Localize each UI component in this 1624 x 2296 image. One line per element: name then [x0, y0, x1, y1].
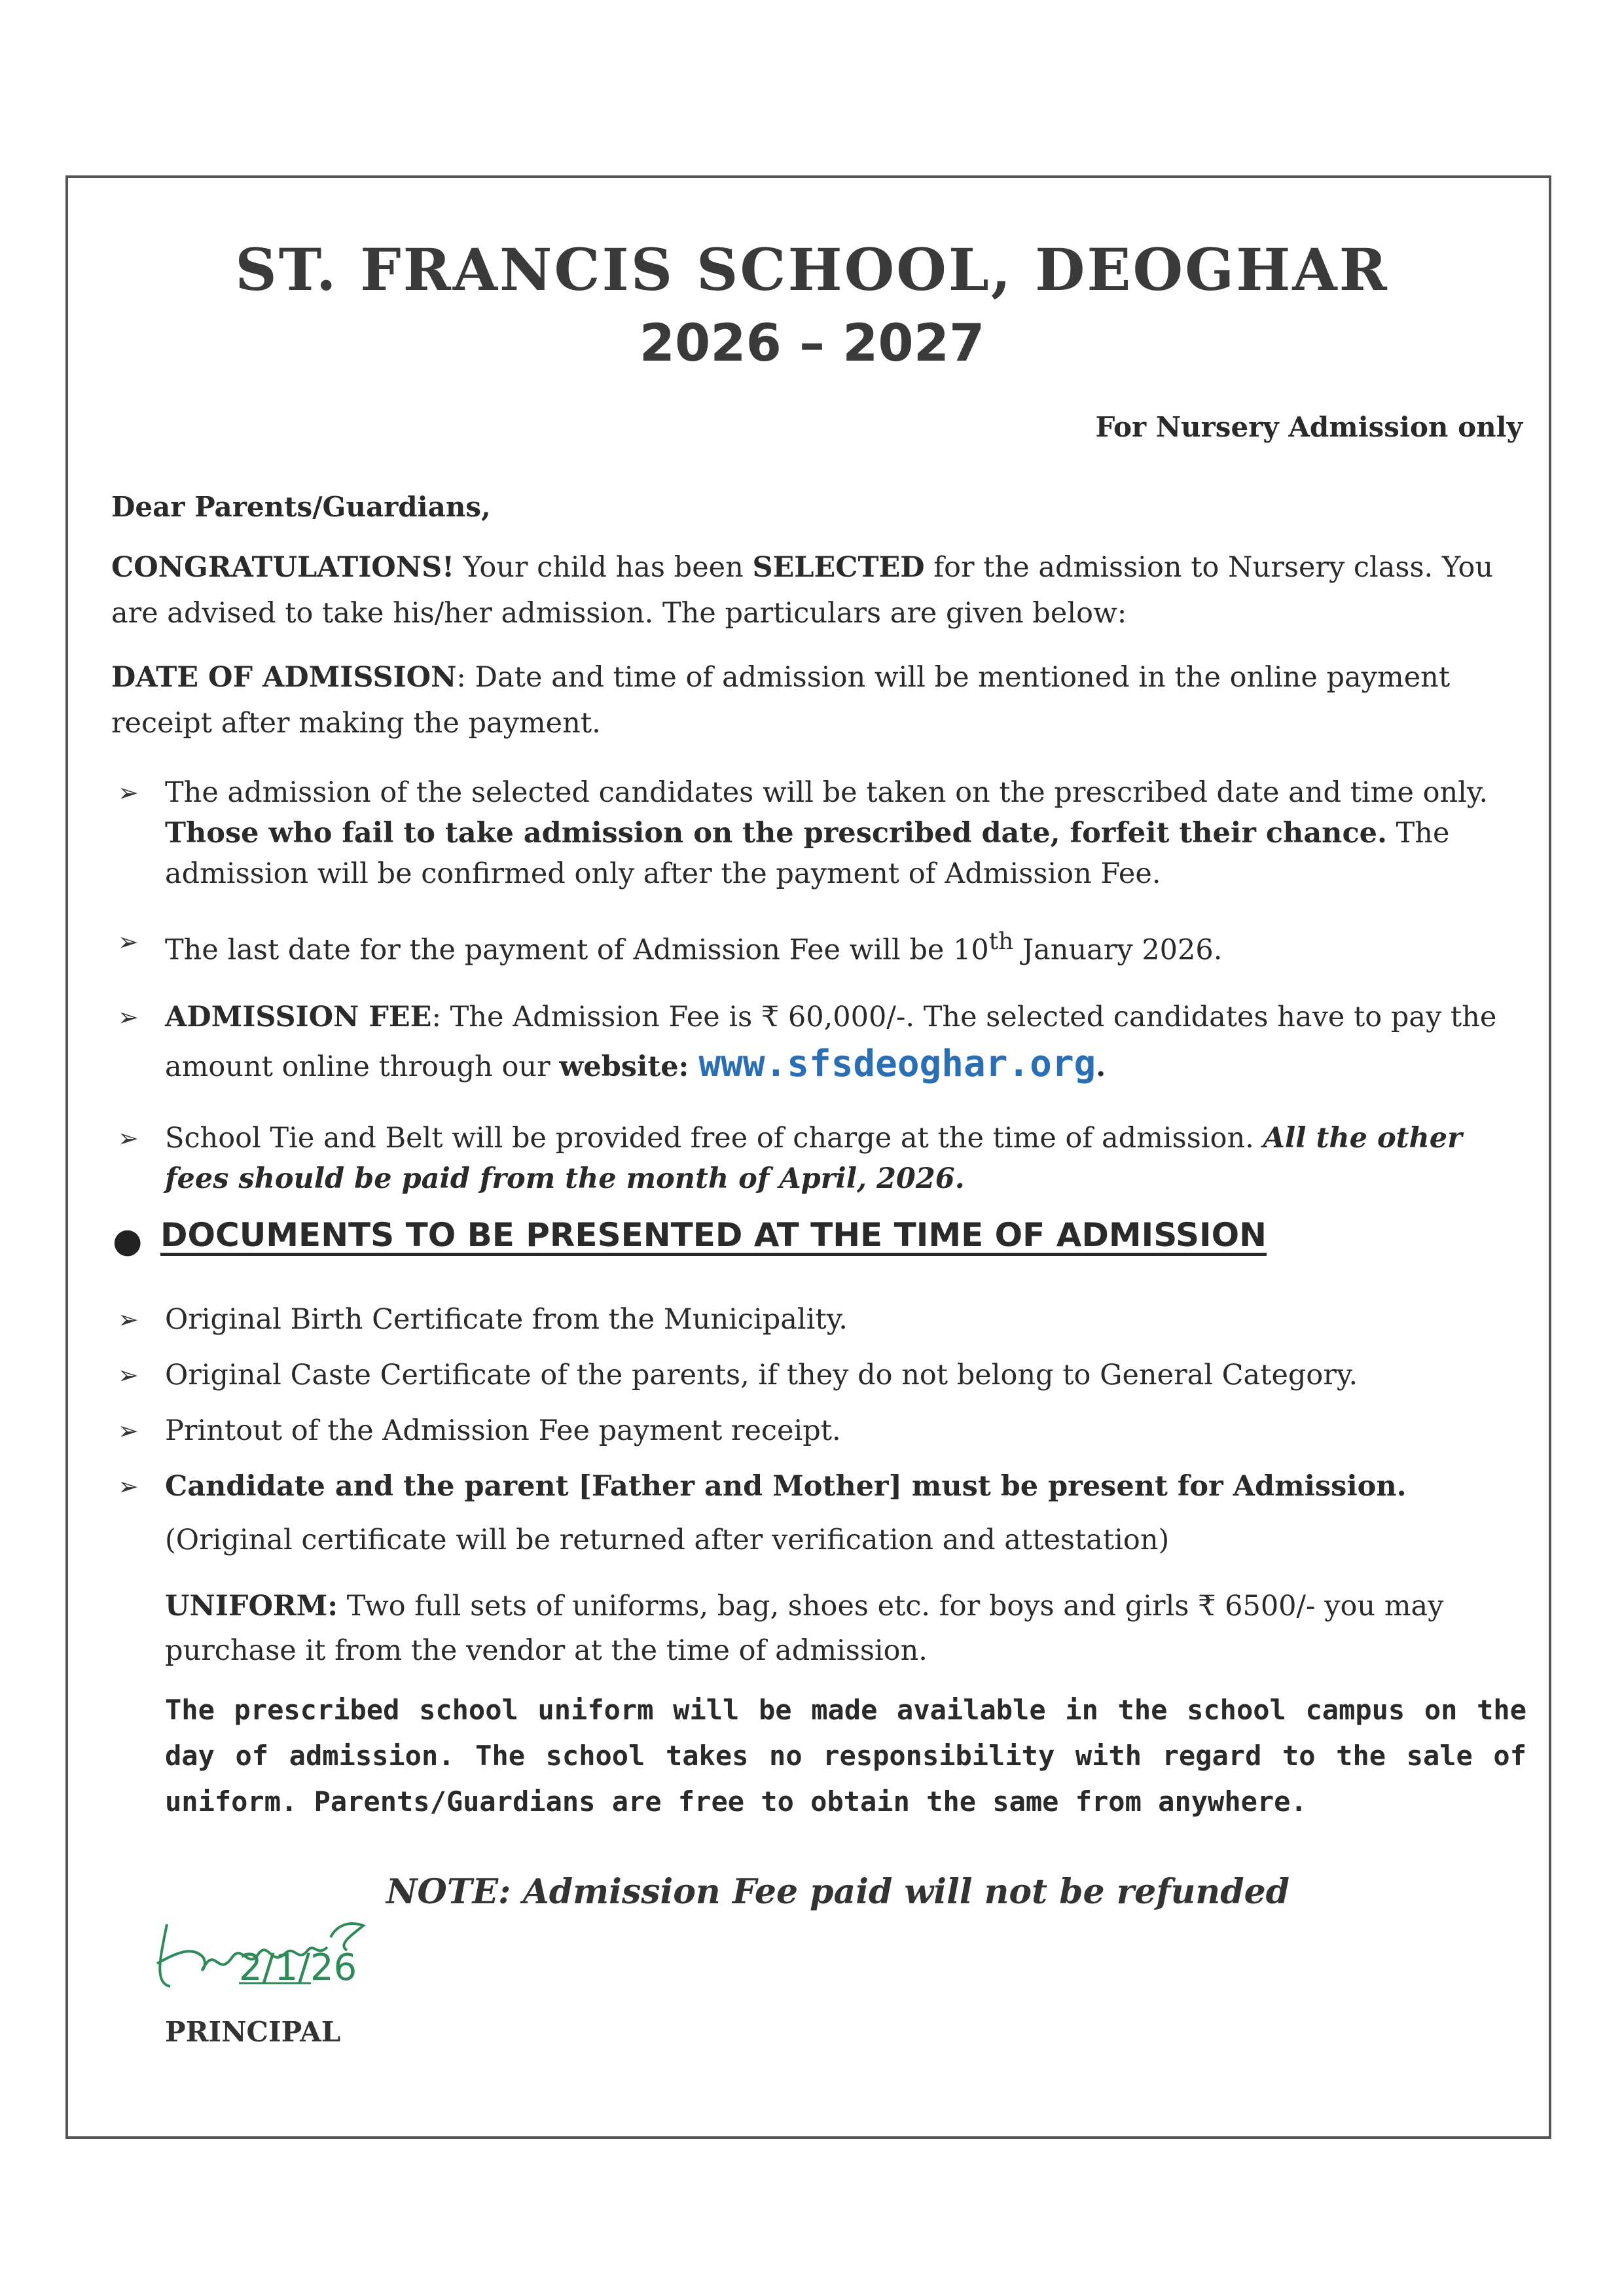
selected-text: SELECTED: [752, 551, 925, 584]
arrow-bullet-icon: ➢: [118, 778, 139, 807]
arrow-bullet-icon: ➢: [118, 1361, 139, 1390]
uniform-notice: The prescribed school uniform will be made available in the school campus on the day of admission. The school takes no responsibility with regard to the sale of uniform. Parents/Guardians are free to obtain the same from anywhere.: [165, 1694, 1526, 1818]
documents-footnote: (Original certificate will be returned after verification and attestation): [165, 1524, 1170, 1556]
refund-note: NOTE: Admission Fee paid will not be refunded: [386, 1872, 1290, 1912]
signature-date: 2/1/26: [239, 1946, 357, 1989]
date-text: : Date and time of admission will be mentioned in the online payment receipt after making the payment.: [111, 661, 1451, 740]
list-item: ➢ Printout of the Admission Fee payment receipt.: [165, 1410, 1526, 1451]
uniform-label: UNIFORM:: [165, 1590, 338, 1623]
list-item: ➢ Candidate and the parent [Father and Mother] must be present for Admission.: [165, 1466, 1526, 1507]
principal-label: PRINCIPAL: [165, 2016, 341, 2048]
salutation: Dear Parents/Guardians,: [111, 491, 491, 523]
arrow-bullet-icon: ➢: [118, 927, 139, 956]
arrow-bullet-icon: ➢: [118, 1124, 139, 1153]
arrow-bullet-icon: ➢: [118, 1003, 139, 1031]
admission-scope: For Nursery Admission only: [1095, 411, 1523, 443]
session-year: 2026 – 2027: [639, 314, 985, 373]
school-name: ST. FRANCIS SCHOOL, DEOGHAR: [235, 236, 1389, 304]
list-item: ➢ ADMISSION FEE: The Admission Fee is ₹ 60,000/-. The selected candidates have to pay the amount online through our website: www.sfsdeoghar.org.: [165, 994, 1526, 1090]
forfeit-warning: Those who fail to take admission on the prescribed date, forfeit their chance.: [165, 817, 1387, 850]
uniform-paragraph: UNIFORM: Two full sets of uniforms, bag, shoes etc. for boys and girls ₹ 6500/- you may purchase it from the vendor at the time of admission.: [165, 1590, 1444, 1667]
principal-signature-icon: [141, 1885, 416, 2016]
list-item: ➢ School Tie and Belt will be provided free of charge at the time of admission. All the other fees should be paid from the month of April, 2026.: [165, 1118, 1526, 1199]
intro-paragraph: [111, 545, 1525, 636]
arrow-bullet-icon: ➢: [118, 1305, 139, 1334]
bullet-dot-icon: ●: [113, 1221, 143, 1261]
date-label: DATE OF ADMISSION: [111, 661, 457, 694]
arrow-bullet-icon: ➢: [118, 1416, 139, 1445]
list-item: ➢ Original Caste Certificate of the parents, if they do not belong to General Category.: [165, 1355, 1526, 1395]
date-paragraph: [111, 655, 1525, 746]
list-item: ➢ The last date for the payment of Admission Fee will be 10th January 2026.: [165, 922, 1526, 970]
congrats-text: CONGRATULATIONS!: [111, 551, 454, 584]
intro-text-1: Your child has been: [454, 551, 753, 584]
admission-fee-label: ADMISSION FEE: [165, 1001, 432, 1033]
documents-heading: DOCUMENTS TO BE PRESENTED AT THE TIME OF ADMISSION: [160, 1216, 1267, 1254]
list-item: ➢ The admission of the selected candidates will be taken on the prescribed date and time only. Those who fail to take admission on the prescribed date, forfeit their chance. The admission will be confirmed only after the payment of Admission Fee.: [165, 772, 1526, 894]
other-fees-note: All the other fees should be paid from the month of April, 2026.: [165, 1122, 1462, 1195]
website-link[interactable]: www.sfsdeoghar.org: [698, 1043, 1096, 1085]
arrow-bullet-icon: ➢: [118, 1472, 139, 1501]
intro-text-2: for the admission to Nursery class. You are advised to take his/her admission. The particulars are given below:: [111, 551, 1494, 630]
list-item: ➢ Original Birth Certificate from the Municipality.: [165, 1299, 1526, 1340]
